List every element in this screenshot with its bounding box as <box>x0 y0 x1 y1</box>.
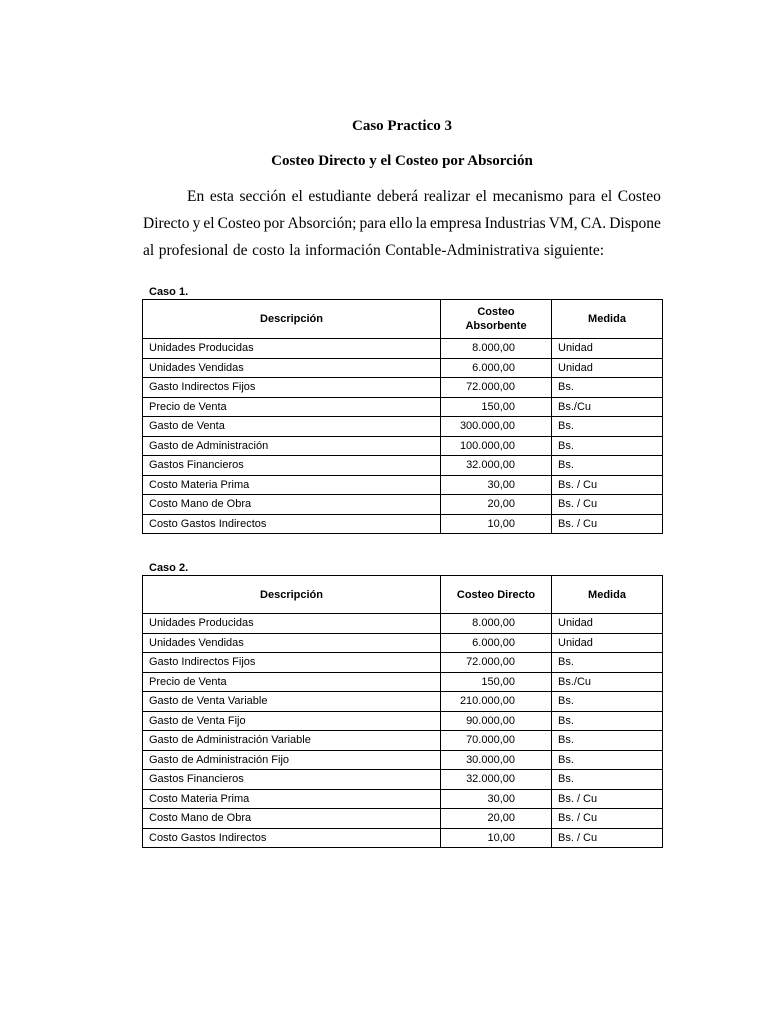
table-row <box>143 358 663 378</box>
cell-value: 70.000,00 <box>441 731 552 751</box>
intro-word: el <box>203 215 215 232</box>
cell-description: Gasto de Venta Variable <box>143 692 441 712</box>
cell-description: Gasto Indirectos Fijos <box>143 653 441 673</box>
cell-measure: Bs. / Cu <box>552 828 663 848</box>
cell-description: Gasto de Venta <box>143 417 441 437</box>
intro-word: al <box>143 242 155 259</box>
cell-description: Gastos Financieros <box>143 456 441 476</box>
table-row <box>143 495 663 515</box>
table-row <box>143 378 663 398</box>
cell-value: 8.000,00 <box>441 614 552 634</box>
table-row <box>143 750 663 770</box>
cell-measure: Bs. <box>552 731 663 751</box>
cell-value: 30.000,00 <box>441 750 552 770</box>
intro-word: deberá <box>376 188 419 205</box>
table-row <box>143 614 663 634</box>
cell-measure: Bs. / Cu <box>552 475 663 495</box>
cell-measure: Bs. <box>552 750 663 770</box>
cell-measure: Unidad <box>552 614 663 634</box>
case1-label: Caso 1. <box>149 286 189 298</box>
header-measure: Medida <box>552 576 663 614</box>
table-row <box>143 417 663 437</box>
header-value-word: Absorbente <box>465 320 527 332</box>
cell-measure: Bs. <box>552 692 663 712</box>
intro-word: mecanismo <box>492 188 564 205</box>
intro-word: de <box>232 242 248 259</box>
cell-value: 10,00 <box>441 828 552 848</box>
cell-value: 32.000,00 <box>441 770 552 790</box>
cell-measure: Bs. <box>552 653 663 673</box>
table-row <box>143 770 663 790</box>
cell-value: 30,00 <box>441 475 552 495</box>
intro-word: empresa <box>429 215 482 232</box>
cell-description: Costo Gastos Indirectos <box>143 828 441 848</box>
intro-word: por <box>263 215 285 232</box>
intro-word: profesional <box>158 242 229 259</box>
intro-word: Directo <box>143 215 190 232</box>
cell-measure: Bs. <box>552 456 663 476</box>
cell-measure: Bs. / Cu <box>552 514 663 534</box>
table-row <box>143 653 663 673</box>
intro-word: la <box>289 242 301 259</box>
intro-word: la <box>415 215 427 232</box>
table-row <box>143 456 663 476</box>
cell-measure: Bs. <box>552 770 663 790</box>
case2-table <box>142 575 663 848</box>
table-row <box>143 692 663 712</box>
cell-measure: Bs. <box>552 417 663 437</box>
intro-word: el <box>601 188 613 205</box>
cell-description: Gasto de Administración Fijo <box>143 750 441 770</box>
intro-line <box>143 210 661 237</box>
table-row <box>143 731 663 751</box>
cell-measure: Unidad <box>552 339 663 359</box>
cell-value: 90.000,00 <box>441 711 552 731</box>
cell-value: 10,00 <box>441 514 552 534</box>
cell-description: Unidades Producidas <box>143 614 441 634</box>
cell-description: Unidades Vendidas <box>143 633 441 653</box>
cell-description: Gasto de Administración <box>143 436 441 456</box>
intro-line <box>143 183 661 210</box>
cell-value: 6.000,00 <box>441 633 552 653</box>
intro-word: para <box>359 215 387 232</box>
header-measure: Medida <box>552 300 663 339</box>
document-subtitle: Costeo Directo y el Costeo por Absorción <box>271 153 533 169</box>
cell-value: 30,00 <box>441 789 552 809</box>
intro-word: el <box>475 188 487 205</box>
intro-word: CA. <box>580 215 607 232</box>
cell-value: 20,00 <box>441 809 552 829</box>
cell-value: 300.000,00 <box>441 417 552 437</box>
cell-description: Precio de Venta <box>143 397 441 417</box>
table-row <box>143 672 663 692</box>
cell-measure: Bs. / Cu <box>552 495 663 515</box>
intro-word: sección <box>239 188 286 205</box>
intro-word: para <box>568 188 596 205</box>
cell-description: Costo Mano de Obra <box>143 809 441 829</box>
table-row <box>143 514 663 534</box>
cell-value: 210.000,00 <box>441 692 552 712</box>
intro-word: VM, <box>548 215 578 232</box>
cell-measure: Bs. <box>552 436 663 456</box>
intro-word: En <box>187 188 205 205</box>
intro-word: y <box>192 215 201 232</box>
intro-word: ello <box>389 215 413 232</box>
table-row <box>143 436 663 456</box>
cell-measure: Unidad <box>552 358 663 378</box>
cell-description: Gasto de Administración Variable <box>143 731 441 751</box>
table-row <box>143 789 663 809</box>
cell-description: Costo Materia Prima <box>143 789 441 809</box>
cell-description: Gasto Indirectos Fijos <box>143 378 441 398</box>
intro-word: Contable-Administrativa <box>385 242 540 259</box>
case1-table <box>142 299 663 534</box>
intro-line <box>143 237 661 264</box>
intro-word: el <box>291 188 303 205</box>
table-row <box>143 475 663 495</box>
cell-description: Precio de Venta <box>143 672 441 692</box>
intro-paragraph <box>143 183 661 264</box>
table-header-row <box>143 576 663 614</box>
cell-measure: Bs./Cu <box>552 672 663 692</box>
header-description: Descripción <box>143 300 441 339</box>
document-title: Caso Practico 3 <box>352 118 452 134</box>
cell-measure: Bs. / Cu <box>552 809 663 829</box>
cell-measure: Bs. <box>552 711 663 731</box>
case2-label: Caso 2. <box>149 562 189 574</box>
intro-word: siguiente: <box>543 242 605 259</box>
cell-description: Gastos Financieros <box>143 770 441 790</box>
intro-word: realizar <box>423 188 471 205</box>
intro-word: Dispone <box>609 215 661 232</box>
intro-word: Industrias <box>484 215 546 232</box>
header-value: Costeo Directo <box>441 576 552 614</box>
cell-description: Unidades Vendidas <box>143 358 441 378</box>
intro-word: Costeo <box>617 188 661 205</box>
cell-value: 8.000,00 <box>441 339 552 359</box>
cell-value: 32.000,00 <box>441 456 552 476</box>
intro-word: estudiante <box>308 188 372 205</box>
cell-value: 150,00 <box>441 397 552 417</box>
header-value-word: Costeo <box>477 306 515 318</box>
cell-description: Costo Materia Prima <box>143 475 441 495</box>
table-row <box>143 809 663 829</box>
table-row <box>143 633 663 653</box>
header-description: Descripción <box>143 576 441 614</box>
cell-value: 20,00 <box>441 495 552 515</box>
intro-word: Absorción; <box>287 215 357 232</box>
cell-value: 100.000,00 <box>441 436 552 456</box>
cell-description: Gasto de Venta Fijo <box>143 711 441 731</box>
cell-description: Costo Gastos Indirectos <box>143 514 441 534</box>
cell-description: Costo Mano de Obra <box>143 495 441 515</box>
table-row <box>143 711 663 731</box>
cell-description: Unidades Producidas <box>143 339 441 359</box>
cell-value: 150,00 <box>441 672 552 692</box>
table-row <box>143 339 663 359</box>
table-row <box>143 828 663 848</box>
cell-measure: Unidad <box>552 633 663 653</box>
cell-value: 72.000,00 <box>441 653 552 673</box>
cell-measure: Bs. / Cu <box>552 789 663 809</box>
cell-measure: Bs./Cu <box>552 397 663 417</box>
table-row <box>143 397 663 417</box>
header-value <box>441 300 552 339</box>
table-header-row <box>143 300 663 339</box>
intro-word: Costeo <box>217 215 261 232</box>
intro-word: esta <box>209 188 234 205</box>
intro-word: costo <box>252 242 285 259</box>
cell-value: 72.000,00 <box>441 378 552 398</box>
cell-measure: Bs. <box>552 378 663 398</box>
cell-value: 6.000,00 <box>441 358 552 378</box>
intro-word: información <box>304 242 381 259</box>
